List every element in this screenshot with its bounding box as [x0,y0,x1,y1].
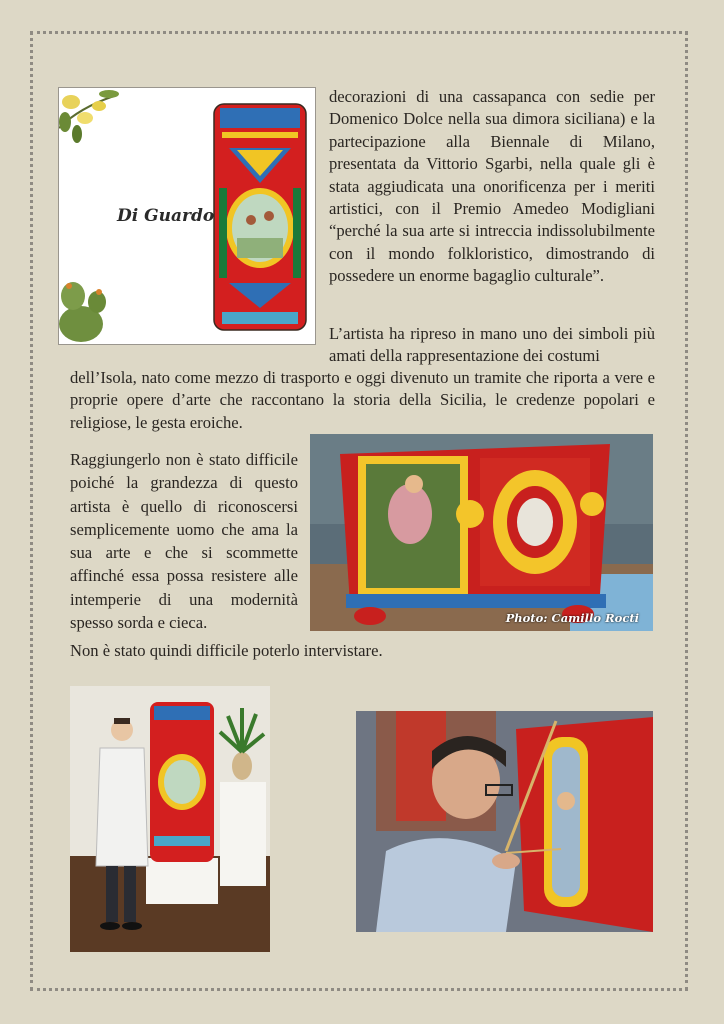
artist-with-fridge-photo [70,686,270,952]
paragraph-left: Raggiungerlo non è stato difficile poiché la grandezza di questo artista è quello di riconoscersi semplicemente uomo che ama la sua arte e che si scommette affinché essa possa resistere alle intemperie di una modernità spesso sorda e cieca. [70,450,298,633]
paragraph-final: Non è stato quindi difficile poterlo intervistare. [70,641,383,660]
fridge-ad-caption: Di Guardo [117,206,215,226]
fridge-ad-image [58,87,316,345]
artist-painting-photo [356,711,653,932]
photo-credit: Photo: Camillo Rocti [505,611,639,625]
paragraph-top: decorazioni di una cassapanca con sedie per Domenico Dolce nella sua dimora siciliana) e la partecipazione alla Biennale di Milano, presentata da Vittorio Sgarbi, nella quale gli è stata aggiudicata una onorificenza per i meriti artistici, con il Premio Amedeo Modigliani “perché la sua arte si intreccia indissolubilmente con il mondo folkloristico, dimostrando di possedere un enorme bagaglio culturale”. [329,87,655,286]
paragraph-middle-b: dell’Isola, nato come mezzo di trasporto e oggi divenuto un tramite che riporta a vere e proprie opere d’arte che raccontano la storia della Sicilia, le credenze popolari e religiose, le gesta eroiche. [70,368,655,432]
prickly-pear-decoration [59,282,106,342]
chest-photo [310,434,653,631]
paragraph-middle-a: L’artista ha ripreso in mano uno dei simboli più amati della rappresentazione dei costumi [329,324,655,366]
painted-fridge [214,104,306,330]
lemon-branch-decoration [59,90,119,143]
